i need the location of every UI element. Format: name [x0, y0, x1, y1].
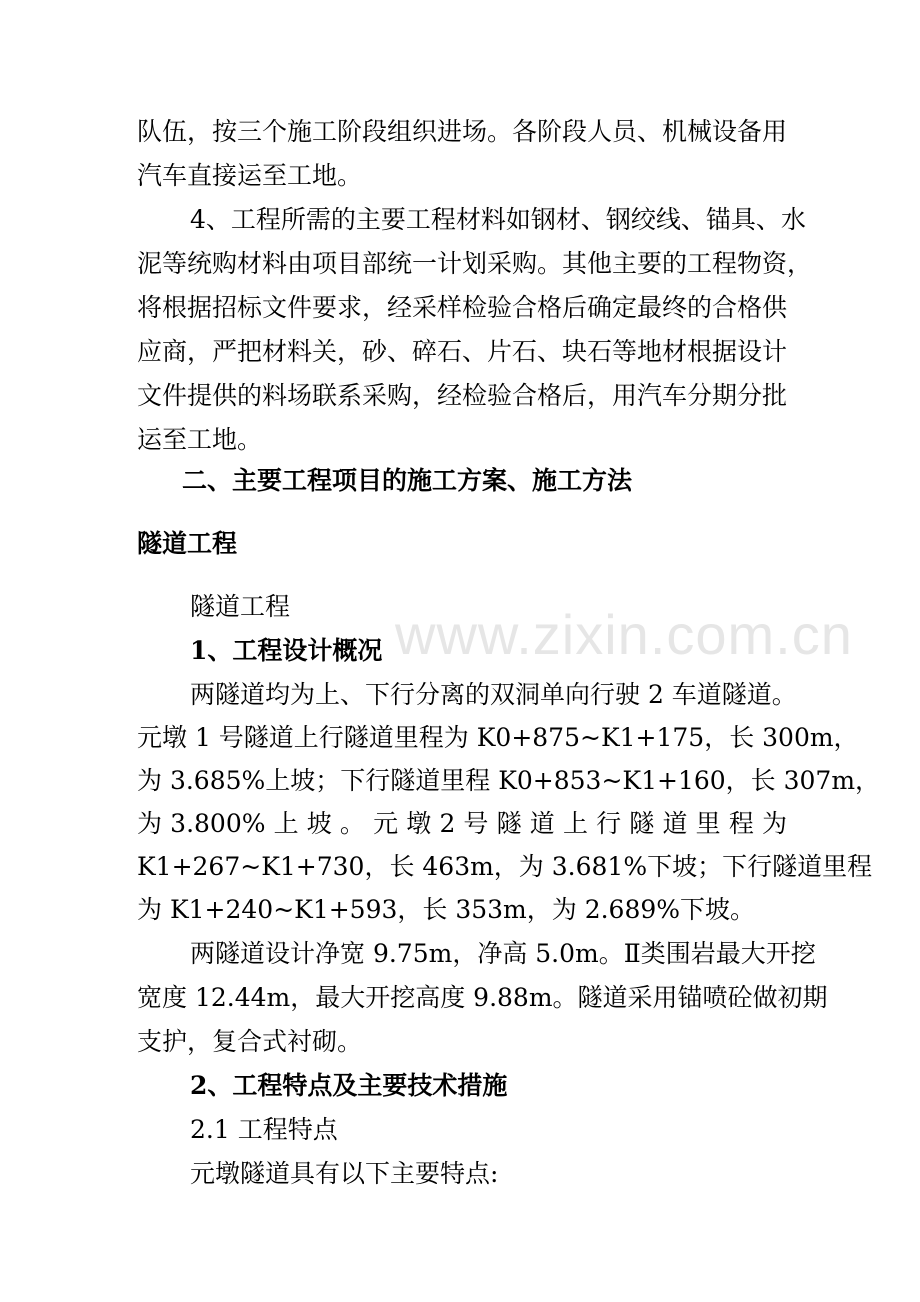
- paragraph-line: 运至工地。: [137, 425, 263, 454]
- paragraph-line: 应商，严把材料关，砂、碎石、片石、块石等地材根据设计: [137, 337, 788, 366]
- paragraph-line: 元墩隧道具有以下主要特点:: [190, 1159, 499, 1188]
- design-overview-heading: 1、工程设计概况: [190, 636, 383, 665]
- paragraph-line: 为 3.800% 上 坡 。 元 墩 2 号 隧 道 上 行 隧 道 里 程 为: [137, 809, 787, 838]
- section-heading: 二、主要工程项目的施工方案、施工方法: [182, 466, 633, 495]
- paragraph-line: K1+267~K1+730，长 463m，为 3.681%下坡；下行隧道里程: [137, 852, 873, 881]
- paragraph-line: 两隧道设计净宽 9.75m，净高 5.0m。Ⅱ类围岩最大开挖: [190, 939, 816, 968]
- paragraph-line: 队伍，按三个施工阶段组织进场。各阶段人员、机械设备用: [137, 117, 788, 146]
- paragraph-line: 为 3.685%上坡；下行隧道里程 K0+853~K1+160，长 307m，: [137, 766, 881, 795]
- paragraph-line: 宽度 12.44m，最大开挖高度 9.88m。隧道采用锚喷砼做初期: [137, 983, 828, 1012]
- watermark: www.zixin.com.cn: [395, 603, 853, 666]
- subsection-heading: 2.1 工程特点: [190, 1115, 338, 1144]
- paragraph-line: 为 K1+240~K1+593，长 353m，为 2.689%下坡。: [137, 895, 756, 924]
- paragraph-line: 两隧道均为上、下行分离的双洞单向行驶 2 车道隧道。: [190, 680, 797, 709]
- paragraph-line: 文件提供的料场联系采购，经检验合格后，用汽车分期分批: [137, 381, 788, 410]
- paragraph-line: 元墩 1 号隧道上行隧道里程为 K0+875~K1+175，长 300m，: [137, 723, 859, 752]
- subheading-label: 隧道工程: [190, 592, 291, 621]
- paragraph-line: 汽车直接运至工地。: [137, 161, 363, 190]
- paragraph-line: 将根据招标文件要求，经采样检验合格后确定最终的合格供: [137, 293, 788, 322]
- tunnel-heading: 隧道工程: [137, 529, 238, 558]
- features-heading: 2、工程特点及主要技术措施: [190, 1071, 508, 1100]
- paragraph-line: 支护，复合式衬砌。: [137, 1027, 363, 1056]
- paragraph-line: 泥等统购材料由项目部统一计划采购。其他主要的工程物资，: [137, 249, 813, 278]
- paragraph-line: 4、工程所需的主要工程材料如钢材、钢绞线、锚具、水: [190, 205, 806, 234]
